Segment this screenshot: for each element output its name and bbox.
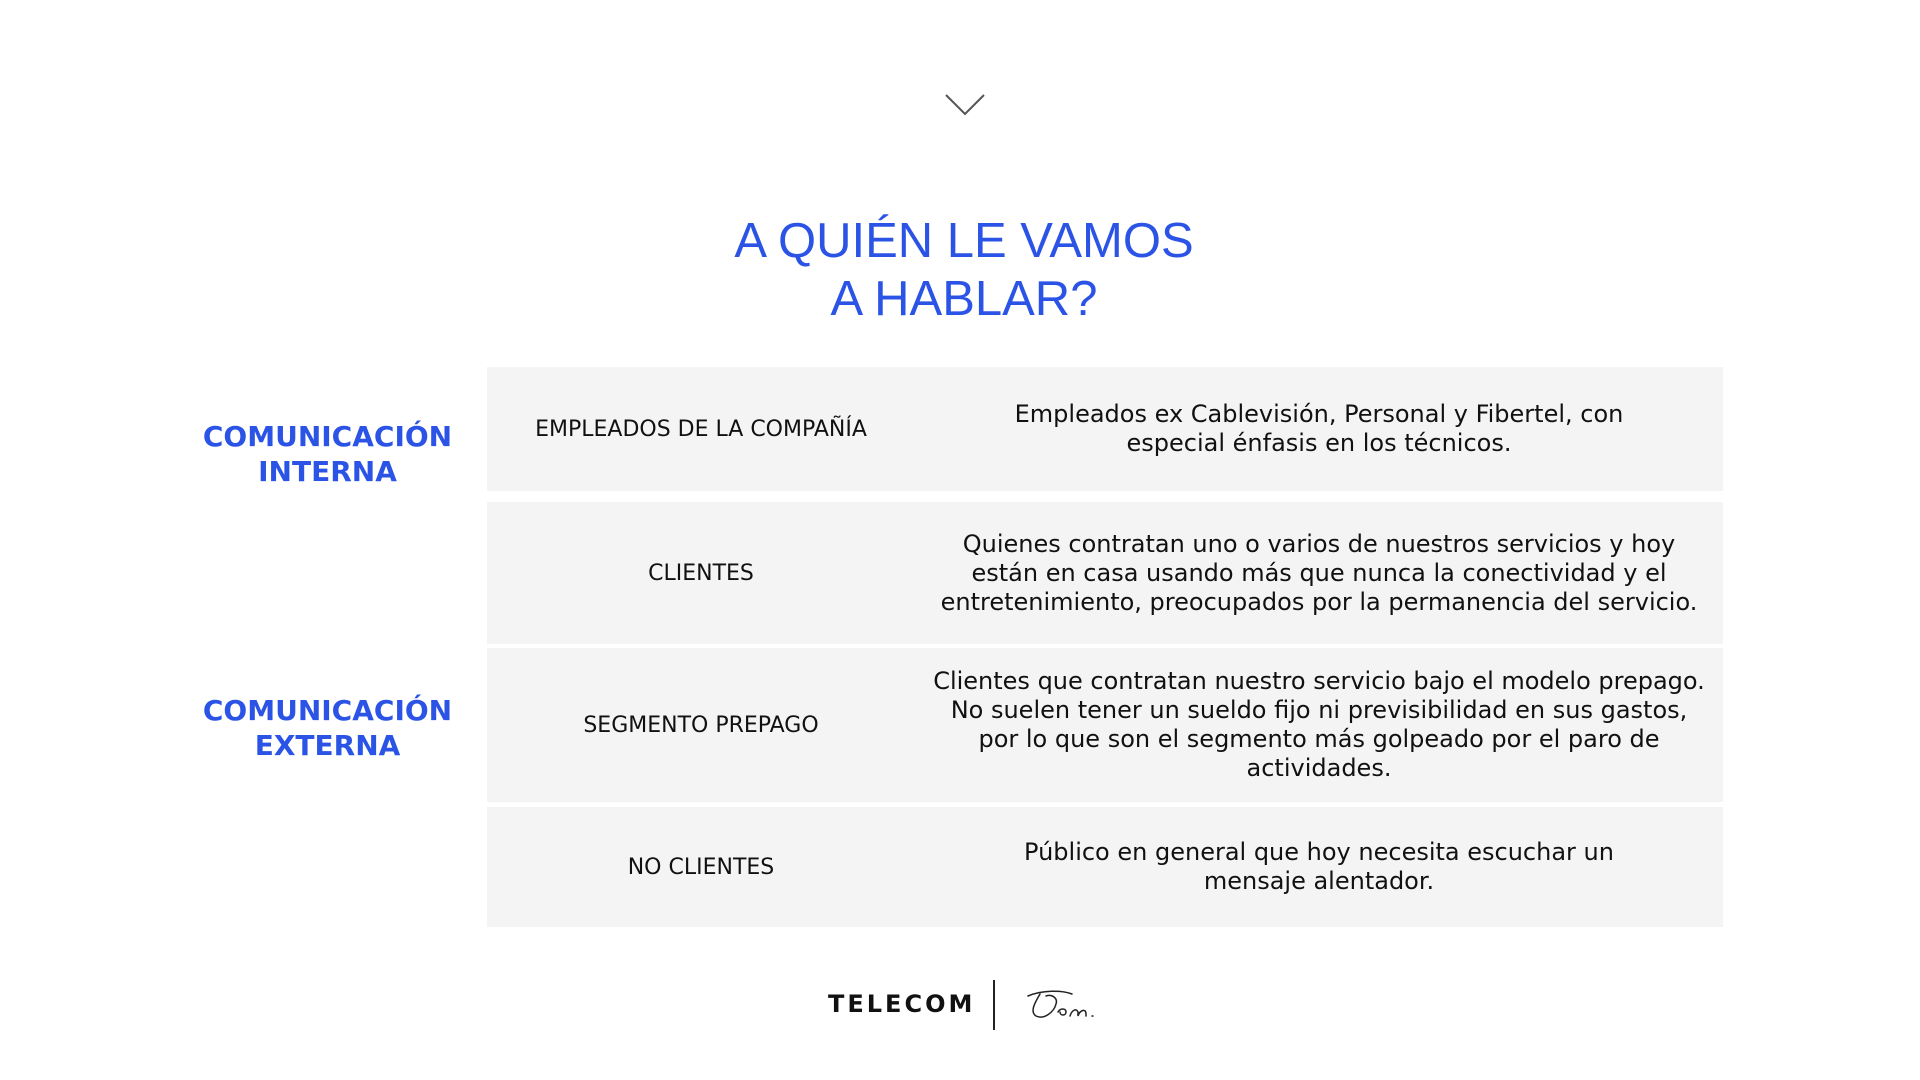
- table-row: [487, 807, 1723, 927]
- section-label-interna-line-1: COMUNICACIÓN: [202, 420, 453, 453]
- audience-name: SEGMENTO PREPAGO: [583, 712, 819, 738]
- audience-name: NO CLIENTES: [627, 854, 775, 880]
- table-row: [487, 502, 1723, 644]
- section-label-externa-line-1: COMUNICACIÓN: [202, 694, 453, 727]
- audience-description: Clientes que contratan nuestro servicio bajo el modelo prepago. No suelen tener un sueldo fijo ni previsibilidad en sus gastos, por lo que son el segmento más golpeado por el paro de actividades.: [933, 667, 1705, 782]
- audience-description: Quienes contratan uno o varios de nuestros servicios y hoy están en casa usando más que nunca la conectividad y el entretenimiento, preocupados por la permanencia del servicio.: [940, 529, 1698, 616]
- audience-name: CLIENTES: [648, 560, 754, 586]
- footer-divider: [993, 980, 995, 1030]
- section-label-externa-line-2: EXTERNA: [254, 729, 401, 762]
- table-row: [487, 648, 1723, 802]
- section-label-interna-line-2: INTERNA: [258, 455, 397, 488]
- chevron-down-icon: [944, 92, 986, 118]
- telecom-logo: TELECOM: [828, 990, 976, 1018]
- page-title: [0, 212, 1920, 328]
- section-label-interna: [190, 419, 465, 489]
- section-label-externa: [190, 693, 465, 763]
- audience-description: Público en general que hoy necesita escuchar un mensaje alentador.: [1024, 838, 1614, 895]
- table-row: [487, 367, 1723, 491]
- title-line-1: A QUIÉN LE VAMOS: [734, 214, 1194, 268]
- signature-logo: [1022, 982, 1102, 1026]
- audience-name: EMPLEADOS DE LA COMPAÑÍA: [535, 416, 867, 442]
- title-line-2: A HABLAR?: [830, 272, 1098, 326]
- audience-description: Empleados ex Cablevisión, Personal y Fibertel, con especial énfasis en los técnicos.: [1014, 400, 1624, 457]
